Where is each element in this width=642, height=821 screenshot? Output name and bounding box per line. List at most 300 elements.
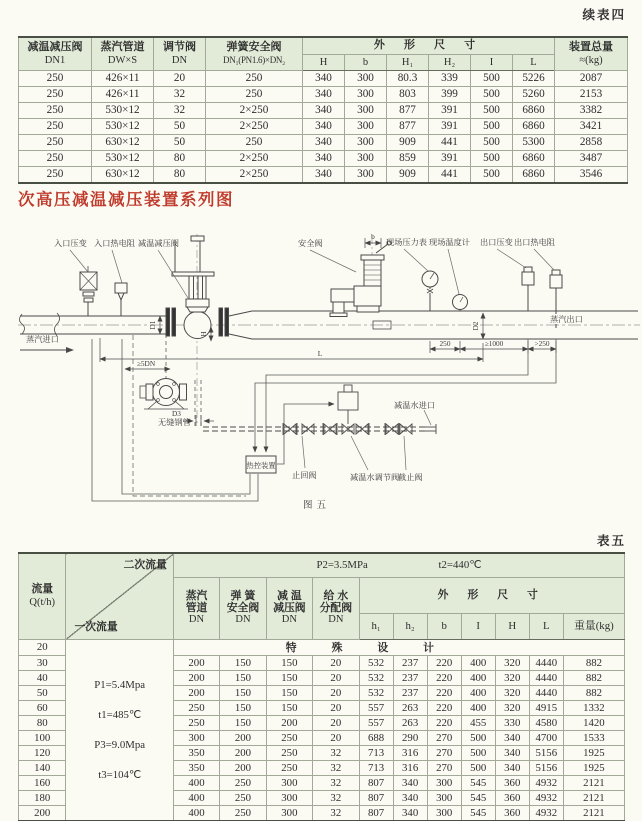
water-atomizer — [140, 334, 201, 426]
cell: 340 — [303, 86, 345, 102]
outlet-rtd-label: 出口热电阻 — [514, 238, 555, 247]
header-line: 给 水 — [323, 590, 349, 602]
cell: 4440 — [529, 655, 563, 670]
cell: 557 — [359, 715, 393, 730]
cell: 1533 — [563, 730, 624, 745]
cell: 500 — [471, 150, 513, 166]
cell: 200 — [220, 745, 266, 760]
cell: 859 — [387, 150, 429, 166]
cell: 180 — [19, 790, 66, 805]
diagonal-top-label: 二次流量 — [123, 559, 167, 571]
cell: 500 — [461, 730, 495, 745]
cell: 150 — [266, 685, 312, 700]
dim-col-h2: h₂ — [393, 613, 427, 639]
cell: 200 — [19, 805, 66, 821]
cell: 1925 — [563, 760, 624, 775]
cell: 32 — [313, 790, 359, 805]
cell: 50 — [19, 685, 66, 700]
cell: 150 — [220, 715, 266, 730]
cell: 300 — [427, 805, 461, 821]
cell: 200 — [266, 715, 312, 730]
cell: 6860 — [513, 166, 555, 183]
safety-valve-label: 安全阀 — [298, 239, 323, 248]
safety-valve-assembly — [330, 236, 391, 317]
section-title: 次高压减温减压装置系列图 — [18, 190, 234, 209]
cell: 140 — [19, 760, 66, 775]
cell: 500 — [461, 745, 495, 760]
cell: 20 — [313, 670, 359, 685]
col-header-diagonal — [66, 553, 173, 639]
table5 — [18, 552, 625, 821]
cell: 391 — [429, 102, 471, 118]
col-header-safety-valve — [206, 37, 303, 70]
cell: 340 — [303, 134, 345, 150]
dim-l: L — [317, 349, 323, 358]
cell: 532 — [359, 685, 393, 700]
cell: 220 — [427, 655, 461, 670]
cell: 340 — [303, 102, 345, 118]
cell: 400 — [173, 790, 219, 805]
cell: 557 — [359, 700, 393, 715]
table4-head — [19, 37, 628, 70]
cell: 1332 — [563, 700, 624, 715]
cell: 263 — [393, 715, 427, 730]
cell: 3487 — [555, 150, 628, 166]
water-line-valves — [283, 385, 412, 435]
cell: 399 — [429, 86, 471, 102]
cell: 300 — [427, 790, 461, 805]
header-line: 弹簧安全阀 — [226, 40, 282, 53]
cell: 713 — [359, 760, 393, 775]
col-group-dimensions: 外 形 尺 寸 — [359, 577, 624, 613]
cell: 160 — [19, 775, 66, 790]
cell: 340 — [393, 775, 427, 790]
cell: 350 — [173, 760, 219, 775]
cell: 200 — [173, 670, 219, 685]
cell: 150 — [266, 670, 312, 685]
cell: 4700 — [529, 730, 563, 745]
cell: 300 — [427, 775, 461, 790]
cell: 360 — [495, 790, 529, 805]
cell: 545 — [461, 775, 495, 790]
table5-container — [18, 552, 625, 821]
dim-d3: D3 — [172, 409, 181, 418]
cell: 882 — [563, 685, 624, 700]
cell: 80 — [154, 166, 206, 183]
cell: 2×250 — [206, 118, 303, 134]
cell: 20 — [313, 715, 359, 730]
cell: 426×11 — [92, 70, 154, 86]
header-line: 调节阀 — [163, 40, 196, 53]
cell: 300 — [345, 150, 387, 166]
cell: 2858 — [555, 134, 628, 150]
dim-col-h1: h₁ — [359, 613, 393, 639]
cell: 877 — [387, 102, 429, 118]
cell: 290 — [393, 730, 427, 745]
header-line: 分配阀 — [319, 602, 353, 614]
cell: 360 — [495, 805, 529, 821]
header-code: ≈(kg) — [579, 54, 603, 66]
cell: 500 — [461, 760, 495, 775]
cell: 250 — [19, 118, 92, 134]
header-code: DN — [328, 614, 344, 625]
cell: 300 — [266, 775, 312, 790]
cell: 250 — [19, 134, 92, 150]
table-row — [19, 134, 628, 150]
cell: 250 — [173, 715, 219, 730]
cell: 270 — [427, 760, 461, 775]
cell: 250 — [206, 134, 303, 150]
dim-col-H: H — [303, 54, 345, 70]
cell: 150 — [266, 700, 312, 715]
col-header-reducing-valve — [19, 37, 92, 70]
cell: 200 — [220, 760, 266, 775]
thermal-control-box — [246, 456, 276, 473]
cell: 909 — [387, 166, 429, 183]
cell: 220 — [427, 670, 461, 685]
diagonal-bottom-label: 一次流量 — [74, 620, 118, 633]
cell: 3421 — [555, 118, 628, 134]
cell: 5156 — [529, 760, 563, 775]
col-header-total-weight — [555, 37, 628, 70]
cell: 32 — [313, 760, 359, 775]
cell: 50 — [154, 134, 206, 150]
cell: 5156 — [529, 745, 563, 760]
cell: 6860 — [513, 102, 555, 118]
cell: 250 — [266, 745, 312, 760]
cell: 545 — [461, 805, 495, 821]
header-code: DN — [171, 54, 188, 66]
primary-flow-param: t1=485℃ — [98, 708, 142, 721]
cell: 688 — [359, 730, 393, 745]
cell: 20 — [154, 70, 206, 86]
cell: 426×11 — [92, 86, 154, 102]
cell: 237 — [393, 655, 427, 670]
dim-col-H1: H₁ — [387, 54, 429, 70]
dim-col-L: L — [513, 54, 555, 70]
dim-5dn: ≥5DN — [136, 359, 156, 368]
water-reg-valve-label: 减温水调节阀 — [350, 473, 400, 482]
table4-body — [19, 70, 628, 183]
cell: 270 — [427, 745, 461, 760]
cell: 877 — [387, 118, 429, 134]
control-box-label: 热控装置 — [246, 461, 276, 470]
cell: 500 — [471, 70, 513, 86]
cell: 320 — [495, 655, 529, 670]
header-line: 蒸汽 — [185, 590, 208, 602]
cell: 32 — [154, 102, 206, 118]
cell: 400 — [461, 655, 495, 670]
cell: 20 — [313, 685, 359, 700]
cell: 237 — [393, 670, 427, 685]
cell: 300 — [345, 86, 387, 102]
cell: 4932 — [529, 775, 563, 790]
header-code: DN — [188, 614, 205, 625]
field-gauges — [422, 271, 468, 311]
dim-col-b: b — [345, 54, 387, 70]
dim-col-L: L — [529, 613, 563, 639]
cell: 250 — [19, 102, 92, 118]
cell: 300 — [173, 730, 219, 745]
table-row — [19, 166, 628, 183]
col-header-spring-safety-valve — [220, 577, 266, 639]
cell: 340 — [495, 760, 529, 775]
cell: 350 — [173, 745, 219, 760]
cell: 330 — [495, 715, 529, 730]
cell: 32 — [313, 775, 359, 790]
water-line — [203, 424, 436, 434]
cell: 150 — [220, 670, 266, 685]
dim-col-H: H — [495, 613, 529, 639]
table-row — [19, 639, 625, 655]
cell: 5300 — [513, 134, 555, 150]
cell: 250 — [206, 86, 303, 102]
cell: 20 — [19, 639, 66, 655]
header-line: 流量 — [31, 583, 54, 596]
bottom-leaders — [302, 410, 431, 470]
col-header-steam-pipe — [173, 577, 219, 639]
cell: 250 — [19, 70, 92, 86]
col-header-water-dist-valve — [313, 577, 359, 639]
table4 — [18, 36, 628, 184]
cell: 32 — [313, 745, 359, 760]
header-code: DW×S — [107, 54, 138, 66]
cell: 2×250 — [206, 102, 303, 118]
cell: 4440 — [529, 685, 563, 700]
col-header-flow — [19, 553, 66, 639]
outlet-pressure-label: 出口压变 — [480, 238, 513, 247]
cell: 441 — [429, 134, 471, 150]
cell: 2087 — [555, 70, 628, 86]
stop-valve-label: 截止阀 — [398, 473, 423, 482]
figure-caption: 图五 — [303, 500, 331, 511]
cell: 500 — [471, 166, 513, 183]
cell: 807 — [359, 805, 393, 821]
cell: 340 — [303, 150, 345, 166]
cell: 545 — [461, 790, 495, 805]
cell: 441 — [429, 166, 471, 183]
table-row — [19, 86, 628, 102]
cell: 150 — [266, 655, 312, 670]
cell: 320 — [495, 670, 529, 685]
cell: 500 — [471, 86, 513, 102]
cell: 532 — [359, 670, 393, 685]
dim-col-b: b — [427, 613, 461, 639]
cell: 300 — [345, 134, 387, 150]
header-line: 减 温 — [277, 590, 302, 602]
cell: 803 — [387, 86, 429, 102]
cell: 2153 — [555, 86, 628, 102]
cell: 530×12 — [92, 118, 154, 134]
header-code: DN1 — [44, 54, 66, 66]
table5-body — [19, 639, 625, 821]
label-leaders — [70, 249, 554, 298]
cell: 5260 — [513, 86, 555, 102]
cell: 150 — [220, 655, 266, 670]
cell: 200 — [173, 655, 219, 670]
inlet-pressure-label: 入口压变 — [54, 239, 87, 248]
cell: 270 — [427, 730, 461, 745]
cell: 80 — [154, 150, 206, 166]
cell: 300 — [266, 805, 312, 821]
cell: 250 — [220, 805, 266, 821]
cell: 3546 — [555, 166, 628, 183]
col-group-dimensions: 外 形 尺 寸 — [303, 37, 555, 54]
cell: 630×12 — [92, 134, 154, 150]
cell: 120 — [19, 745, 66, 760]
cell: 5226 — [513, 70, 555, 86]
cell: 909 — [387, 134, 429, 150]
cell: 80.3 — [387, 70, 429, 86]
table-row — [19, 118, 628, 134]
dim-col-I: I — [471, 54, 513, 70]
cell: 455 — [461, 715, 495, 730]
cell: 807 — [359, 775, 393, 790]
header-line: 管道 — [185, 602, 208, 614]
cell: 320 — [495, 700, 529, 715]
thermometer-label: 现场温度计 — [429, 238, 470, 247]
cell: 50 — [154, 118, 206, 134]
field-gauge-label: 现场压力表 — [386, 238, 427, 247]
cell: 500 — [471, 118, 513, 134]
dim-col-I: I — [461, 613, 495, 639]
cell: 300 — [345, 166, 387, 183]
header-line: 减压阀 — [273, 602, 306, 614]
cell: 1420 — [563, 715, 624, 730]
condition-pressure: P2=3.5MPa — [316, 559, 368, 572]
primary-flow-params-cell — [66, 639, 173, 821]
cell: 4915 — [529, 700, 563, 715]
table5-label: 表五 — [596, 534, 626, 548]
dim-gt250: >250 — [534, 339, 550, 348]
cell: 300 — [345, 70, 387, 86]
header-line: 安全阀 — [226, 602, 260, 614]
steam-inlet-label: 蒸汽进口 — [26, 335, 59, 344]
cell: 32 — [154, 86, 206, 102]
cell: 300 — [266, 790, 312, 805]
cell: 400 — [461, 670, 495, 685]
reducing-valve-label: 减温减压阀 — [138, 239, 179, 248]
table-row — [19, 102, 628, 118]
cell: 100 — [19, 730, 66, 745]
cell: 250 — [173, 700, 219, 715]
cell: 340 — [303, 118, 345, 134]
cell: 200 — [173, 685, 219, 700]
cell: 20 — [313, 655, 359, 670]
cell: 250 — [19, 150, 92, 166]
header-line: 装置总量 — [569, 40, 614, 53]
cell: 400 — [173, 805, 219, 821]
inlet-rtd-label: 入口热电阻 — [94, 239, 135, 248]
header-code: DN — [235, 614, 251, 625]
cell: 340 — [393, 790, 427, 805]
cell: 400 — [461, 700, 495, 715]
cell: 530×12 — [92, 150, 154, 166]
cell: 3382 — [555, 102, 628, 118]
piping-diagram — [0, 228, 642, 524]
cell: 4932 — [529, 790, 563, 805]
cell: 532 — [359, 655, 393, 670]
cell: 60 — [19, 700, 66, 715]
cell: 340 — [303, 70, 345, 86]
col-header-regulating-valve — [154, 37, 206, 70]
inlet-instruments — [80, 266, 127, 316]
cell: 4932 — [529, 805, 563, 821]
cell: 237 — [393, 685, 427, 700]
water-inlet-label: 减温水进口 — [394, 401, 435, 410]
cell: 400 — [461, 685, 495, 700]
cell: 530×12 — [92, 102, 154, 118]
primary-flow-param: t3=104℃ — [98, 768, 142, 781]
cell: 220 — [427, 715, 461, 730]
special-design-cell: 特 殊 设 计 — [173, 639, 624, 655]
cell: 4440 — [529, 670, 563, 685]
condition-row — [173, 553, 624, 577]
col-header-steam-pipe — [92, 37, 154, 70]
cell: 339 — [429, 70, 471, 86]
cell: 30 — [19, 655, 66, 670]
cell: 220 — [427, 700, 461, 715]
header-code: DN — [281, 614, 297, 625]
cell: 200 — [220, 730, 266, 745]
cell: 263 — [393, 700, 427, 715]
header-line: 弹 簧 — [230, 590, 256, 602]
cell: 80 — [19, 715, 66, 730]
cell: 300 — [345, 118, 387, 134]
header-line: 减温减压阀 — [27, 40, 83, 53]
dim-col-weight: 重量(kg) — [563, 613, 624, 639]
primary-flow-param: P1=5.4Mpa — [94, 678, 146, 691]
dim-1000: ≥1000 — [484, 339, 504, 348]
cell: 250 — [266, 730, 312, 745]
steam-outlet-label-group — [548, 314, 590, 324]
cell: 360 — [495, 775, 529, 790]
cell: 220 — [427, 685, 461, 700]
primary-flow-param: P3=9.0Mpa — [94, 738, 146, 751]
cell: 40 — [19, 670, 66, 685]
cell: 250 — [220, 775, 266, 790]
dim-d1: D1 — [148, 320, 157, 330]
cell: 391 — [429, 150, 471, 166]
cell: 250 — [220, 790, 266, 805]
col-header-reducing-valve — [266, 577, 312, 639]
cell: 316 — [393, 745, 427, 760]
table-row — [19, 70, 628, 86]
cell: 150 — [220, 685, 266, 700]
cell: 4580 — [529, 715, 563, 730]
table4-container — [18, 36, 627, 184]
cell: 320 — [495, 685, 529, 700]
cell: 316 — [393, 760, 427, 775]
seamless-pipe-label: 无缝钢管 — [158, 418, 191, 427]
cell: 340 — [495, 745, 529, 760]
cell: 2×250 — [206, 166, 303, 183]
cell: 20 — [313, 730, 359, 745]
steam-outlet-label: 蒸汽出口 — [550, 315, 583, 324]
cell: 2121 — [563, 775, 624, 790]
cell: 882 — [563, 655, 624, 670]
header-code: Q(t/h) — [29, 597, 56, 609]
cell: 20 — [313, 700, 359, 715]
header-line: 蒸汽管道 — [100, 40, 145, 53]
cell: 500 — [471, 134, 513, 150]
condition-temperature: t2=440℃ — [438, 559, 482, 572]
cell: 340 — [303, 166, 345, 183]
cell: 1925 — [563, 745, 624, 760]
cell: 340 — [393, 805, 427, 821]
cell: 250 — [19, 166, 92, 183]
cell: 6860 — [513, 150, 555, 166]
